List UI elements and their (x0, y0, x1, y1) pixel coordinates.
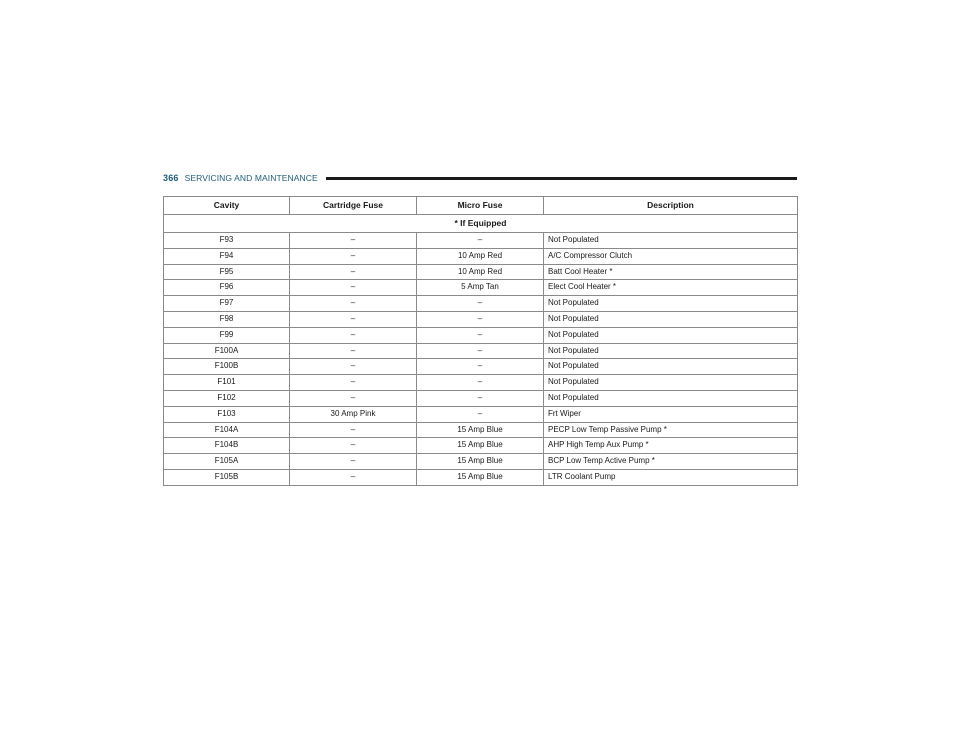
cartridge-fuse-cell: – (290, 280, 417, 296)
cavity-cell: F98 (164, 311, 290, 327)
description-cell: LTR Coolant Pump (544, 469, 798, 485)
micro-fuse-cell: – (417, 390, 544, 406)
micro-fuse-cell: 15 Amp Blue (417, 469, 544, 485)
cavity-cell: F103 (164, 406, 290, 422)
table-row (164, 406, 798, 422)
fuse-table (163, 196, 798, 486)
description-cell: Not Populated (544, 233, 798, 249)
cavity-cell: F104A (164, 422, 290, 438)
table-row (164, 422, 798, 438)
micro-fuse-cell: – (417, 296, 544, 312)
micro-fuse-cell: – (417, 375, 544, 391)
cartridge-fuse-cell: – (290, 327, 417, 343)
cartridge-fuse-cell: – (290, 264, 417, 280)
cartridge-fuse-cell: – (290, 248, 417, 264)
micro-fuse-cell: – (417, 233, 544, 249)
cavity-cell: F99 (164, 327, 290, 343)
cartridge-fuse-cell: – (290, 454, 417, 470)
column-header-description: Description (544, 197, 798, 215)
description-cell: Not Populated (544, 327, 798, 343)
micro-fuse-cell: 5 Amp Tan (417, 280, 544, 296)
micro-fuse-cell: 10 Amp Red (417, 264, 544, 280)
description-cell: Frt Wiper (544, 406, 798, 422)
description-cell: Not Populated (544, 375, 798, 391)
micro-fuse-cell: – (417, 327, 544, 343)
micro-fuse-cell: 15 Amp Blue (417, 438, 544, 454)
table-row (164, 296, 798, 312)
cartridge-fuse-cell: – (290, 296, 417, 312)
header-rule (326, 177, 797, 180)
description-cell: Not Populated (544, 311, 798, 327)
description-cell: Elect Cool Heater * (544, 280, 798, 296)
table-row (164, 248, 798, 264)
table-row (164, 390, 798, 406)
table-row (164, 469, 798, 485)
table-row (164, 327, 798, 343)
description-cell: Batt Cool Heater * (544, 264, 798, 280)
cartridge-fuse-cell: 30 Amp Pink (290, 406, 417, 422)
note-row (164, 215, 798, 233)
cartridge-fuse-cell: – (290, 469, 417, 485)
table-row (164, 280, 798, 296)
if-equipped-note: * If Equipped (164, 215, 798, 233)
description-cell: BCP Low Temp Active Pump * (544, 454, 798, 470)
cavity-cell: F102 (164, 390, 290, 406)
micro-fuse-cell: 15 Amp Blue (417, 454, 544, 470)
cartridge-fuse-cell: – (290, 343, 417, 359)
table-row (164, 264, 798, 280)
table-row (164, 343, 798, 359)
table-body (164, 215, 798, 486)
micro-fuse-cell: – (417, 359, 544, 375)
description-cell: Not Populated (544, 296, 798, 312)
table-row (164, 359, 798, 375)
cavity-cell: F105B (164, 469, 290, 485)
cartridge-fuse-cell: – (290, 233, 417, 249)
cavity-cell: F100A (164, 343, 290, 359)
description-cell: AHP High Temp Aux Pump * (544, 438, 798, 454)
micro-fuse-cell: 10 Amp Red (417, 248, 544, 264)
description-cell: Not Populated (544, 390, 798, 406)
cavity-cell: F93 (164, 233, 290, 249)
description-cell: Not Populated (544, 359, 798, 375)
cavity-cell: F96 (164, 280, 290, 296)
table-row (164, 375, 798, 391)
section-title: SERVICING AND MAINTENANCE (184, 173, 318, 183)
cartridge-fuse-cell: – (290, 311, 417, 327)
micro-fuse-cell: – (417, 311, 544, 327)
micro-fuse-cell: 15 Amp Blue (417, 422, 544, 438)
cartridge-fuse-cell: – (290, 375, 417, 391)
table-row (164, 233, 798, 249)
cartridge-fuse-cell: – (290, 422, 417, 438)
micro-fuse-cell: – (417, 343, 544, 359)
cavity-cell: F97 (164, 296, 290, 312)
table-header-row (164, 197, 798, 215)
column-header-cartridge-fuse: Cartridge Fuse (290, 197, 417, 215)
column-header-cavity: Cavity (164, 197, 290, 215)
cartridge-fuse-cell: – (290, 438, 417, 454)
micro-fuse-cell: – (417, 406, 544, 422)
page-header (163, 171, 797, 185)
cavity-cell: F104B (164, 438, 290, 454)
cartridge-fuse-cell: – (290, 390, 417, 406)
description-cell: PECP Low Temp Passive Pump * (544, 422, 798, 438)
table-row (164, 454, 798, 470)
cartridge-fuse-cell: – (290, 359, 417, 375)
page-number: 366 (163, 173, 179, 183)
description-cell: Not Populated (544, 343, 798, 359)
description-cell: A/C Compressor Clutch (544, 248, 798, 264)
cavity-cell: F94 (164, 248, 290, 264)
table-row (164, 438, 798, 454)
table-row (164, 311, 798, 327)
cavity-cell: F101 (164, 375, 290, 391)
cavity-cell: F95 (164, 264, 290, 280)
cavity-cell: F100B (164, 359, 290, 375)
cavity-cell: F105A (164, 454, 290, 470)
column-header-micro-fuse: Micro Fuse (417, 197, 544, 215)
